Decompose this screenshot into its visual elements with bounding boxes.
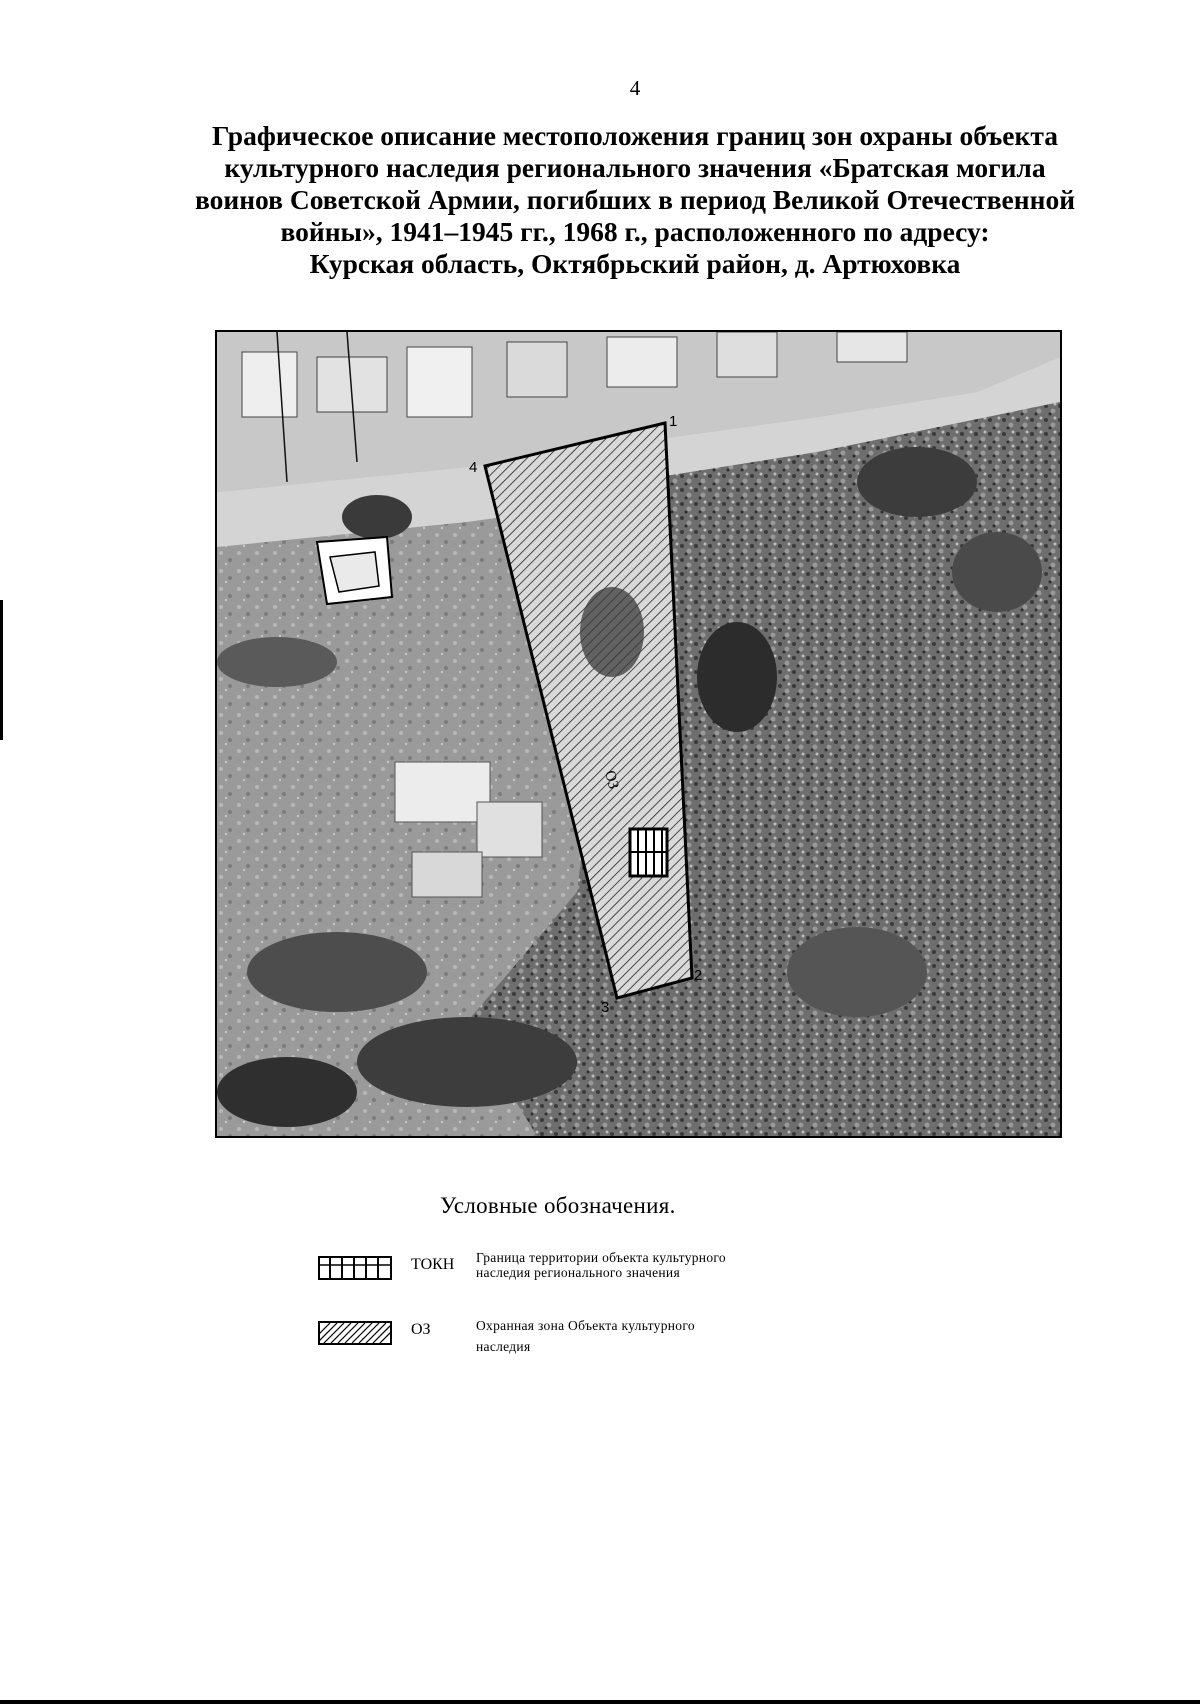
building-roof [407,347,472,417]
grid-swatch-svg [320,1258,390,1278]
title-line-4: войны», 1941–1945 гг., 1968 г., расположенного по адресу: [280,216,990,247]
legend-description-line: Охранная зона Объекта культурного [476,1318,695,1333]
scan-edge-mark [0,600,3,740]
legend-code: ОЗ [411,1321,431,1338]
bush [247,932,427,1012]
hatch-swatch-svg [320,1323,390,1343]
scan-bottom-edge [0,1700,1200,1704]
point-label-3: 3 [601,999,610,1016]
legend-description [476,1315,695,1357]
building-inner [330,552,379,592]
tree-cluster [952,532,1042,612]
legend-description-line: наследия регионального значения [476,1265,680,1280]
zone-tree [580,587,644,677]
bush [217,637,337,687]
legend-description-line: Граница территории объекта культурного [476,1250,726,1265]
point-label-1: 1 [669,413,678,430]
tree-cluster [697,622,777,732]
title-line-1: Графическое описание местоположения границ зон охраны объекта [212,120,1058,151]
building-roof [395,762,490,822]
bush [217,1057,357,1127]
building-roof [837,332,907,362]
legend-swatch-hatch [318,1321,392,1345]
zone-label: ОЗ [601,768,622,791]
legend-code: ТОКН [411,1256,455,1273]
tree-cluster [787,927,927,1017]
bush [342,495,412,539]
page-title [150,120,1120,280]
map-svg [217,332,1060,1136]
bush [357,1017,577,1107]
tree-cluster [857,447,977,517]
building-roof [242,352,297,417]
title-line-5: Курская область, Октябрьский район, д. Артюховка [309,248,961,279]
building-roof [477,802,542,857]
building-roof [607,337,677,387]
building-roof [717,332,777,377]
point-label-2: 2 [694,967,703,984]
legend-swatch-grid [318,1256,392,1280]
legend-title: Условные обозначения. [440,1193,676,1218]
building-roof [507,342,567,397]
aerial-map [215,330,1062,1138]
legend-description-line: наследия [476,1339,531,1354]
point-label-4: 4 [469,459,478,476]
legend-description [476,1250,726,1280]
building-roof [412,852,482,897]
title-line-2: культурного наследия регионального значения «Братская могила [224,152,1046,183]
page-number: 4 [629,76,641,100]
title-line-3: воинов Советской Армии, погибших в период Великой Отечественной [194,184,1076,215]
